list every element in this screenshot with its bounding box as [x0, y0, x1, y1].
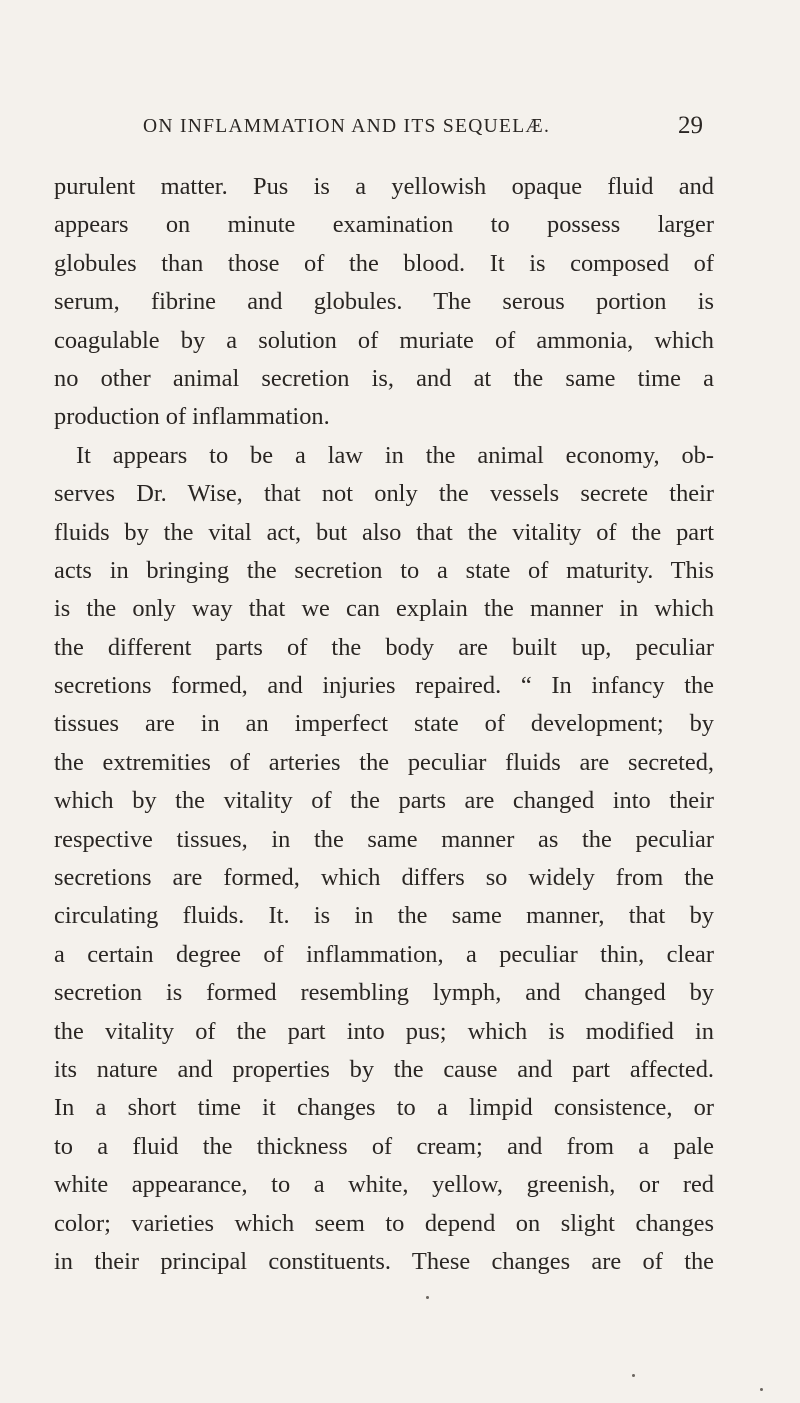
running-head	[143, 112, 703, 144]
text-line: in their principal constituents. These changes are of the	[54, 1247, 714, 1275]
text-line: appears on minute examination to possess larger	[54, 211, 714, 239]
text-line: coagulable by a solution of muriate of ammonia, which	[54, 326, 714, 354]
running-title: ON INFLAMMATION AND ITS SEQUELÆ.	[143, 116, 551, 137]
text-line: is the only way that we can explain the manner in which	[54, 595, 714, 623]
text-line: its nature and properties by the cause and part affected.	[54, 1055, 714, 1083]
text-line: globules than those of the blood. It is composed of	[54, 249, 714, 277]
text-line: acts in bringing the secretion to a state of maturity. This	[54, 556, 714, 584]
text-line: the different parts of the body are built up, peculiar	[54, 633, 714, 661]
text-line: secretions are formed, which differs so widely from the	[54, 864, 714, 892]
text-line: secretions formed, and injuries repaired. “ In infancy the	[54, 672, 714, 700]
text-line: serves Dr. Wise, that not only the vessels secrete their	[54, 480, 714, 508]
text-line: fluids by the vital act, but also that the vitality of the part	[54, 518, 714, 546]
text-line: purulent matter. Pus is a yellowish opaque fluid and	[54, 173, 714, 200]
text-line: a certain degree of inflammation, a peculiar thin, clear	[54, 940, 714, 968]
text-line: to a fluid the thickness of cream; and from a pale	[54, 1132, 714, 1160]
page-number: 29	[678, 112, 703, 139]
text-line: circulating fluids. It. is in the same manner, that by	[54, 902, 714, 930]
text-line: the extremities of arteries the peculiar fluids are secreted,	[54, 748, 714, 776]
text-line: no other animal secretion is, and at the same time a	[54, 364, 714, 392]
paper-speck	[632, 1374, 635, 1377]
text-line: production of inflammation.	[54, 403, 330, 431]
text-line: In a short time it changes to a limpid consistence, or	[54, 1094, 714, 1122]
text-line: which by the vitality of the parts are changed into their	[54, 787, 714, 815]
text-line: secretion is formed resembling lymph, and changed by	[54, 979, 714, 1007]
text-line: respective tissues, in the same manner as the peculiar	[54, 825, 714, 853]
paper-speck	[426, 1296, 429, 1299]
text-line: the vitality of the part into pus; which is modified in	[54, 1017, 714, 1045]
text-line: It appears to be a law in the animal economy, ob-	[76, 441, 714, 469]
body-text	[54, 168, 714, 1281]
text-line: white appearance, to a white, yellow, greenish, or red	[54, 1171, 714, 1199]
text-line: tissues are in an imperfect state of development; by	[54, 710, 714, 738]
text-line: color; varieties which seem to depend on slight changes	[54, 1209, 714, 1237]
paper-speck	[760, 1388, 763, 1391]
text-line: serum, fibrine and globules. The serous portion is	[54, 288, 714, 316]
